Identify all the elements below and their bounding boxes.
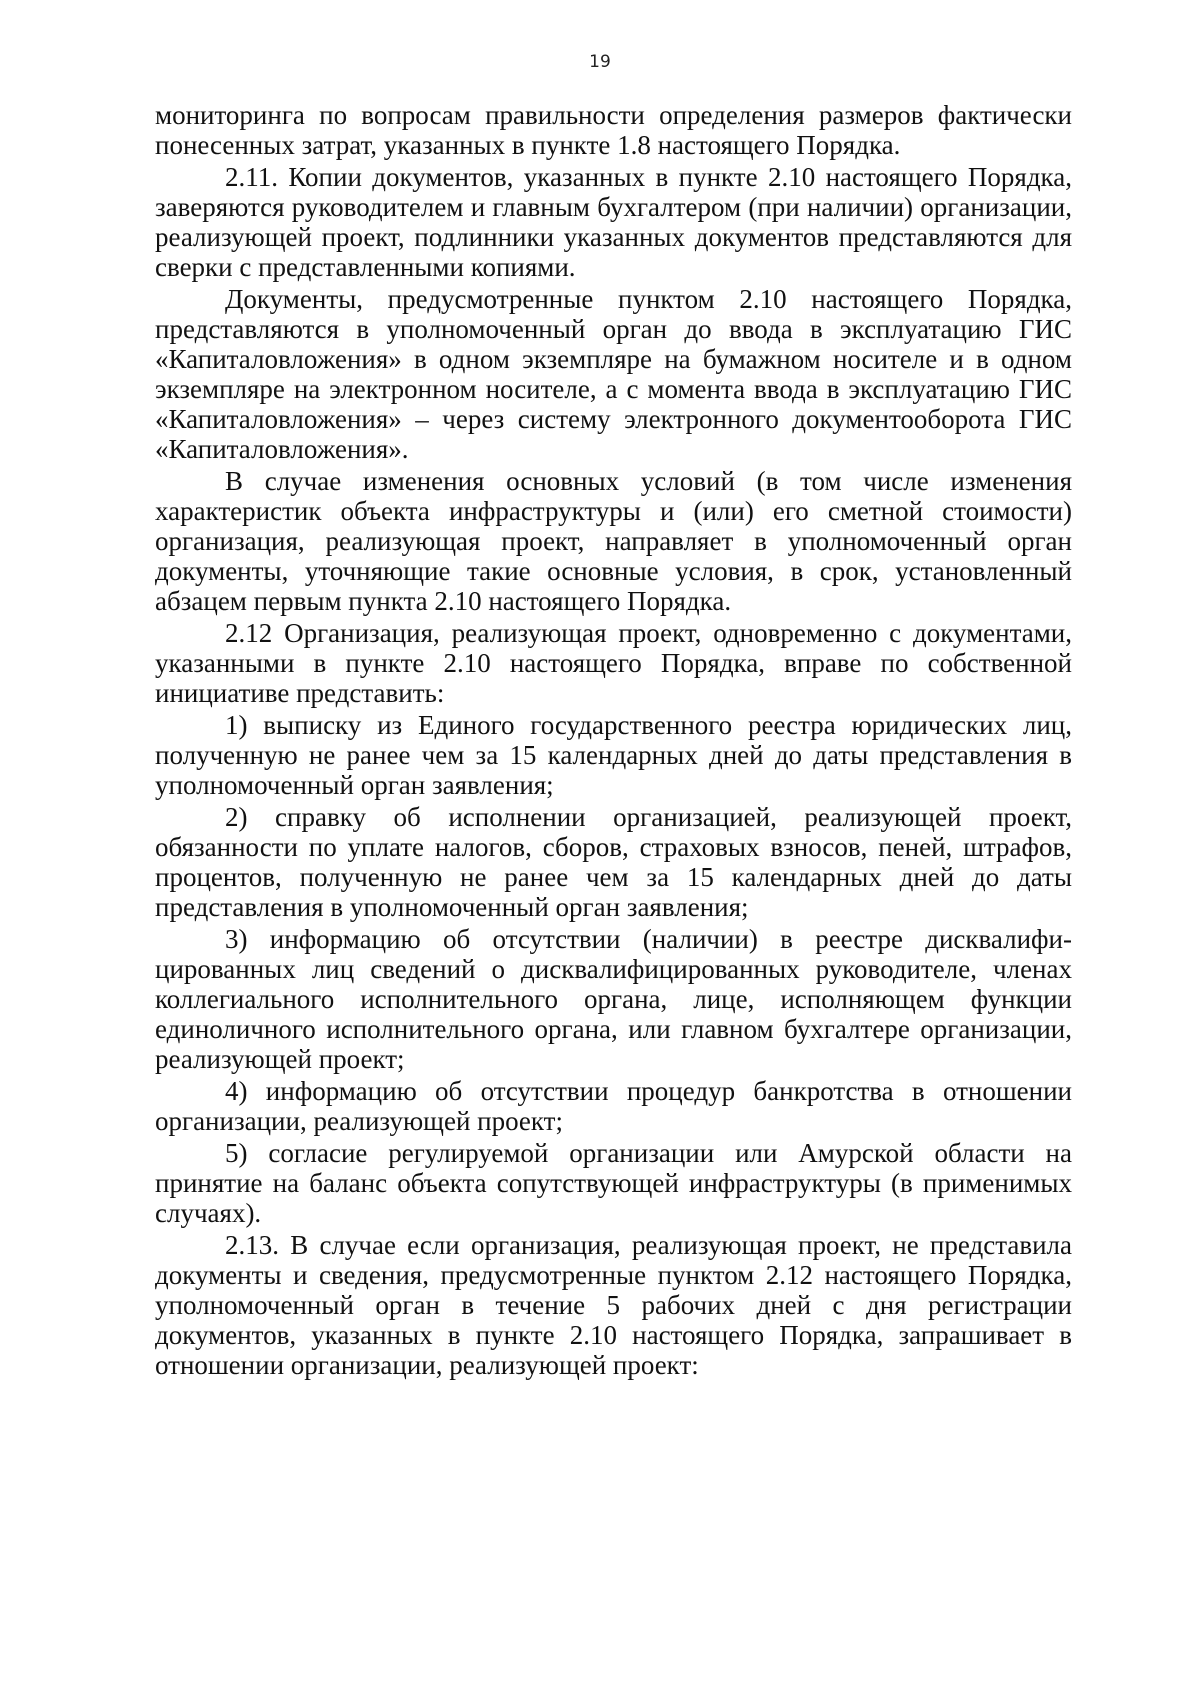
list-item-1: 1) выписку из Единого государственного реестра юридических лиц, полученную не ранее чем за 15 календарных дней до даты представления в уполномоченный орган заявления; bbox=[155, 710, 1072, 800]
paragraph-conditions-change: В случае изменения основных условий (в том числе изменения характеристик объекта инфраструктуры и (или) его сметной стоимости) организация, реализующая проект, направляет в уполномоченный орган документы, уточняющие такие основные условия, в срок, установленный абзацем первым пункта 2.10 настоящего Порядка. bbox=[155, 466, 1072, 616]
document-body bbox=[155, 100, 1072, 1382]
list-item-4: 4) информацию об отсутствии процедур банкротства в отношении организации, реализующей проект; bbox=[155, 1076, 1072, 1136]
paragraph-2-12: 2.12 Организация, реализующая проект, одновременно с документами, указанными в пункте 2.10 настоящего Порядка, вправе по собственной инициативе представить: bbox=[155, 618, 1072, 708]
paragraph-monitoring-continuation: мониторинга по вопросам правильности определения размеров фактически понесенных затрат, указанных в пункте 1.8 настоящего Порядка. bbox=[155, 100, 1072, 160]
paragraph-documents-submission: Документы, предусмотренные пунктом 2.10 настоящего Порядка, представляются в уполномоченный орган до ввода в эксплуатацию ГИС «Капиталовложения» в одном экземпляре на бумажном носителе и в одном экземпляре на электронном носителе, а с момента ввода в эксплуатацию ГИС «Капиталовложения» – через систему электронного документооборота ГИС «Капиталовложения». bbox=[155, 284, 1072, 464]
page-number: 19 bbox=[589, 52, 611, 72]
list-item-2: 2) справку об исполнении организацией, реализующей проект, обязанности по уплате налогов, сборов, страховых взносов, пеней, штрафов, процентов, полученную не ранее чем за 15 календарных дней до даты представления в уполномоченный орган заявления; bbox=[155, 802, 1072, 922]
paragraph-2-13: 2.13. В случае если организация, реализующая проект, не представила документы и сведения, предусмотренные пунктом 2.12 настоящего Порядка, уполномоченный орган в течение 5 рабочих дней с дня регистрации документов, указанных в пункте 2.10 настоящего Порядка, запрашивает в отношении организации, реализующей проект: bbox=[155, 1230, 1072, 1380]
list-item-5: 5) согласие регулируемой организации или Амурской области на принятие на баланс объекта сопутствующей инфраструктуры (в применимых случаях). bbox=[155, 1138, 1072, 1228]
paragraph-2-11: 2.11. Копии документов, указанных в пункте 2.10 настоящего Порядка, заверяются руководителем и главным бухгалтером (при наличии) организации, реализующей проект, подлинники указанных документов представляются для сверки с представленными копиями. bbox=[155, 162, 1072, 282]
list-item-3: 3) информацию об отсутствии (наличии) в реестре дисквалифи-цированных лиц сведений о дисквалифицированных руководителе, членах коллегиального исполнительного органа, лице, исполняющем функции единоличного исполнительного органа, или главном бухгалтере организации, реализующей проект; bbox=[155, 924, 1072, 1074]
